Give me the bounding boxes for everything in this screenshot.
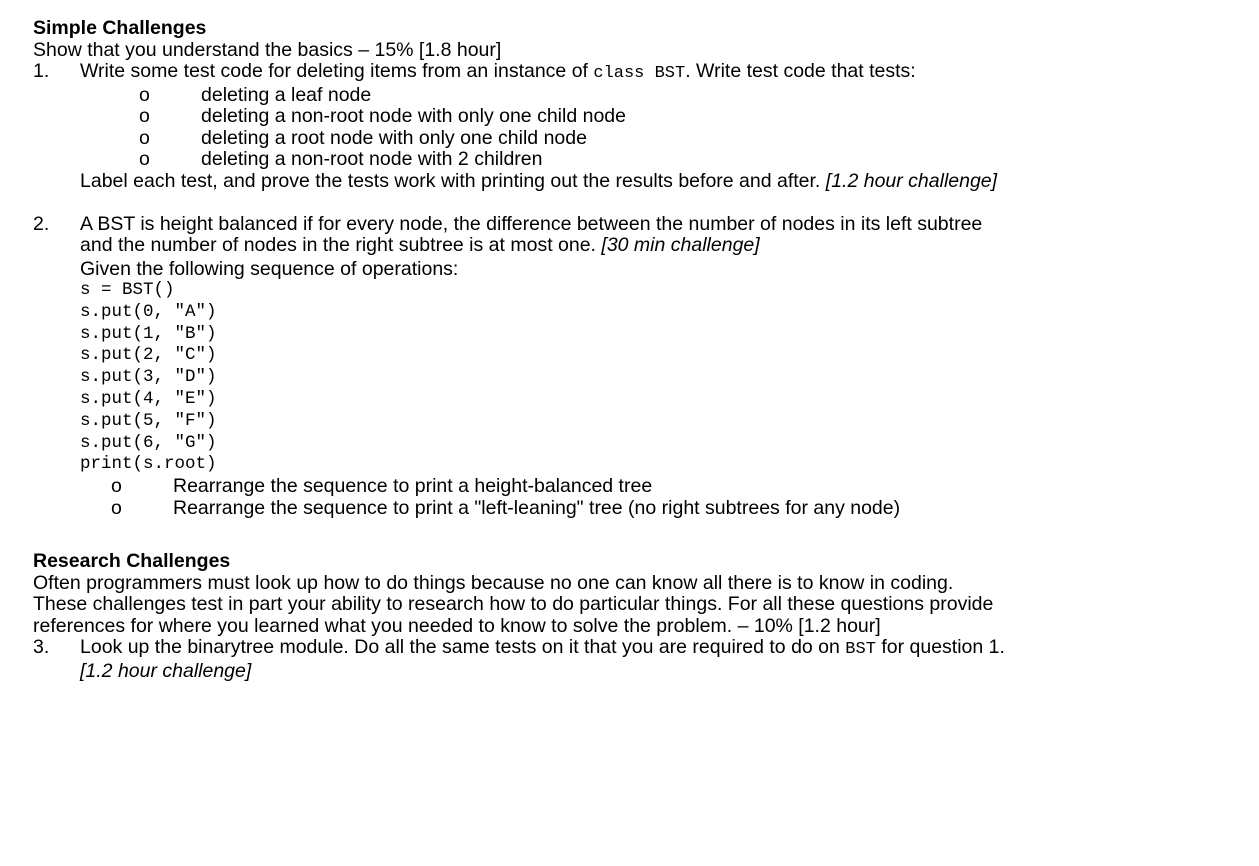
- q1-bullet: [33, 106, 1243, 128]
- question-2-line-2-row: [33, 235, 1243, 257]
- research-challenges-heading: Research Challenges: [33, 550, 231, 573]
- q1-bullet: [33, 85, 1243, 107]
- question-3-text: Look up the binarytree module. Do all the same tests on it that you are required to do on: [80, 636, 840, 659]
- q1-bullet-text: deleting a non-root node with only one child node: [201, 105, 626, 127]
- question-3-time-row: [33, 661, 1243, 683]
- question-1-code: class BST: [593, 64, 686, 83]
- research-intro-line: references for where you learned what you needed to know to solve the problem. – 10% [1.2 hour]: [33, 614, 881, 637]
- bullet-marker: o: [139, 148, 150, 170]
- question-2-line-2: and the number of nodes in the right subtree is at most one.: [80, 234, 596, 256]
- code-line: s.put(3, "D"): [80, 367, 217, 388]
- code-line: s.put(4, "E"): [80, 388, 217, 409]
- code-line: s.put(1, "B"): [80, 323, 217, 344]
- question-3: [33, 637, 1243, 661]
- q1-bullet: [33, 128, 1243, 150]
- question-1-text: Write some test code for deleting items from an instance of: [80, 60, 588, 82]
- question-3-number: 3.: [33, 636, 50, 659]
- q1-bullet-text: deleting a leaf node: [201, 83, 372, 106]
- q2-bullet-text: Rearrange the sequence to print a height-balanced tree: [173, 475, 653, 498]
- research-intro-line: Often programmers must look up how to do things because no one can know all there is to know in coding.: [33, 571, 954, 594]
- q1-bullet-text: deleting a non-root node with 2 children: [201, 148, 543, 170]
- bullet-marker: o: [139, 105, 150, 127]
- bullet-marker: o: [139, 126, 150, 149]
- question-2-line-1: A BST is height balanced if for every node, the difference between the number of nodes in its left subtree: [80, 212, 983, 235]
- question-2: [33, 214, 1243, 236]
- question-3-code: BST: [845, 640, 876, 660]
- code-line: s.put(6, "G"): [80, 432, 217, 453]
- question-1-number: 1.: [33, 60, 50, 82]
- q2-bullet: [33, 476, 1243, 498]
- research-intro-line: These challenges test in part your ability to research how to do particular things. For all these questions provide: [33, 593, 994, 616]
- bullet-marker: o: [139, 83, 150, 106]
- question-3-time: [1.2 hour challenge]: [80, 659, 252, 682]
- simple-challenges-intro: Show that you understand the basics – 15% [1.8 hour]: [33, 38, 502, 61]
- question-3-text-end: for question 1.: [881, 636, 1005, 659]
- code-line: s.put(5, "F"): [80, 410, 217, 431]
- bullet-marker: o: [111, 475, 122, 498]
- code-line: s.put(0, "A"): [80, 301, 217, 322]
- document-page: [33, 18, 1243, 682]
- code-line: s.put(2, "C"): [80, 345, 217, 366]
- code-line: s = BST(): [80, 280, 175, 300]
- q1-bullet-text: deleting a root node with only one child node: [201, 126, 587, 149]
- question-1-label-text: Label each test, and prove the tests work with printing out the results before and after.: [80, 169, 821, 192]
- question-1: [33, 61, 1243, 85]
- code-line: print(s.root): [80, 454, 217, 475]
- bullet-marker: o: [111, 496, 122, 519]
- question-1-text-end: . Write test code that tests:: [685, 60, 916, 82]
- question-2-time: [30 min challenge]: [601, 234, 760, 256]
- question-1-time: [1.2 hour challenge]: [825, 169, 998, 192]
- question-2-number: 2.: [33, 212, 50, 235]
- q1-bullet: [33, 149, 1243, 171]
- simple-challenges-heading: Simple Challenges: [33, 17, 207, 39]
- question-1-label-instructions: [33, 171, 1243, 193]
- q2-bullet: [33, 498, 1243, 520]
- question-2-given: Given the following sequence of operations:: [80, 257, 459, 280]
- q2-bullet-text: Rearrange the sequence to print a "left-leaning" tree (no right subtrees for any node): [173, 496, 901, 519]
